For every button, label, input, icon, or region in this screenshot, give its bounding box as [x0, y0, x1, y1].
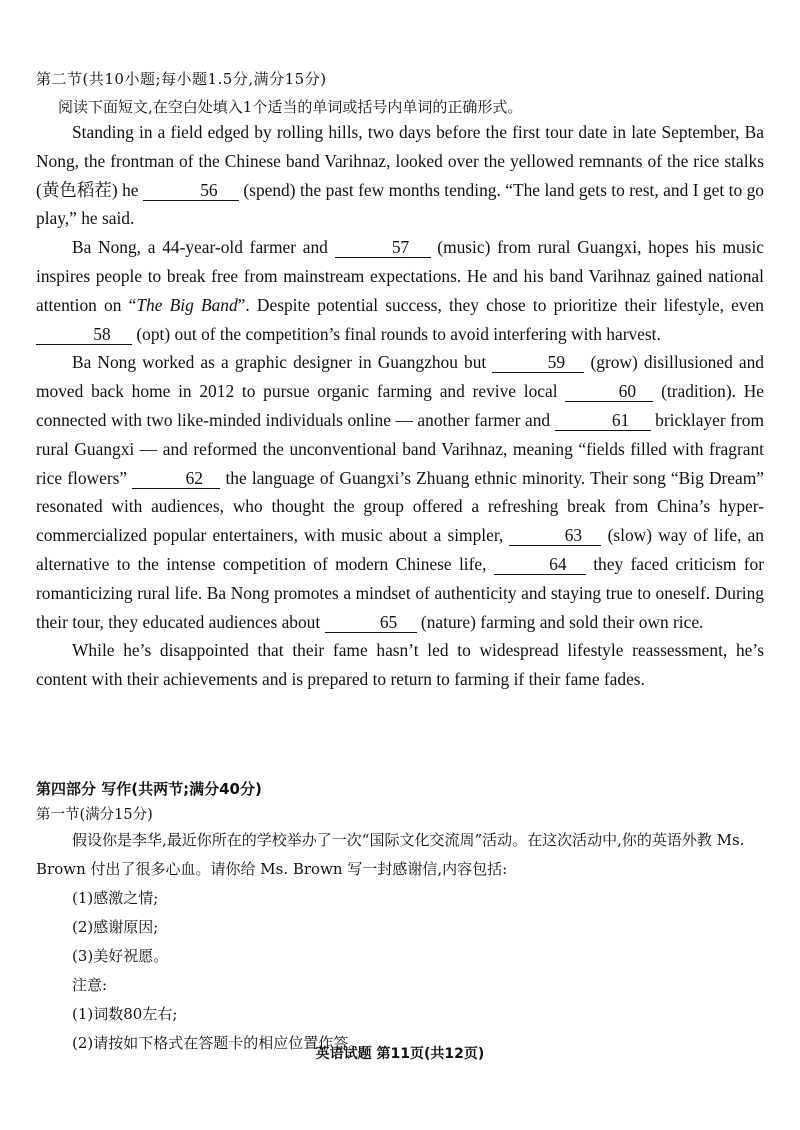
paragraph-3 [36, 348, 764, 636]
blank-63: 63 [509, 525, 601, 546]
text-run: (spend) the past few months tending. “The land gets to rest, and I get to go play,” he said. [36, 179, 764, 229]
show-title: The Big Band [136, 294, 238, 315]
text-run: ”. Despite potential success, they chose to prioritize their lifestyle, even [237, 294, 764, 315]
writing-section-heading: 第一节(满分15分) [36, 807, 153, 823]
text-run: Ba Nong worked as a graphic designer in Guangzhou but [72, 352, 493, 373]
task-point-3: (3)美好祝愿。 [72, 947, 169, 965]
text-run: (nature) farming and sold their own rice. [416, 611, 704, 632]
blank-58: 58 [36, 324, 132, 345]
text-run: (slow) way of life, an alternative to the intense competition of modern Chinese life, [36, 525, 764, 574]
note-2: (2)请按如下格式在答题卡的相应位置作答。 [72, 1034, 364, 1052]
paragraph-2 [36, 233, 764, 348]
blank-60: 60 [565, 381, 653, 402]
text-run: Ba Nong, a 44-year-old farmer and [72, 237, 335, 258]
text-run: (music) from rural Guangxi, hopes his music inspires people to break free from mainstream expectations. He and his band Varihnaz gained national attention on “ [36, 237, 764, 315]
text-run: Standing in a field edged by rolling hills, two days before the first tour date in late September, Ba Nong, the frontman of the Chinese band Varihnaz, looked over the yellowed remnants of the rice stalks (黄色稻茬) he [36, 122, 764, 200]
section-heading: 第二节(共10小题;每小题1.5分,满分15分) [36, 70, 327, 88]
cloze-passage [36, 118, 764, 694]
section-instruction: 阅读下面短文,在空白处填入1个适当的单词或括号内单词的正确形式。 [58, 98, 523, 116]
blank-62: 62 [132, 468, 220, 489]
paragraph-1 [36, 118, 764, 233]
blank-57: 57 [335, 237, 431, 258]
blank-64: 64 [494, 554, 586, 575]
page-footer: 英语试题 第11页(共12页) [315, 1046, 485, 1062]
writing-task [36, 826, 766, 1058]
text-run: (grow) disillusioned and moved back home in 2012 to pursue organic farming and revive local [36, 352, 764, 402]
blank-59: 59 [492, 352, 584, 373]
blank-65: 65 [325, 612, 417, 633]
task-point-2: (2)感谢原因; [72, 918, 159, 936]
text-run: (tradition). He connected with two like-minded individuals online — another farmer and [36, 381, 764, 430]
text-run: the language of Guangxi’s Zhuang ethnic minority. Their song “Big Dream” resonated with audiences, who thought the group offered a refreshing break from China’s hyper-commercialized popular entertainers, with music about a simpler, [36, 467, 764, 546]
text-run: bricklayer from rural Guangxi — and reformed the unconventional band Varihnaz, meaning “fields filled with fragrant rice flowers” [36, 409, 764, 488]
paragraph-4: While he’s disappointed that their fame hasn’t led to widespread lifestyle reassessment, he’s content with their achievements and is prepared to return to farming if their fame fades. [36, 640, 764, 690]
note-label: 注意: [72, 976, 108, 994]
blank-61: 61 [555, 410, 651, 431]
task-prompt: 假设你是李华,最近你所在的学校举办了一次“国际文化交流周”活动。在这次活动中,你的英语外教 Ms. Brown 付出了很多心血。请你给 Ms. Brown 写一封感谢信,内容包括: [36, 831, 745, 878]
blank-56: 56 [143, 180, 239, 201]
text-run: they faced criticism for romanticizing rural life. Ba Nong promotes a mindset of authenticity and staying true to oneself. During their tour, they educated audiences about [36, 553, 764, 632]
text-run: (opt) out of the competition’s final rounds to avoid interfering with harvest. [132, 323, 661, 344]
part-four-heading: 第四部分 写作(共两节;满分40分) [36, 780, 262, 798]
task-point-1: (1)感激之情; [72, 889, 159, 907]
note-1: (1)词数80左右; [72, 1005, 178, 1023]
